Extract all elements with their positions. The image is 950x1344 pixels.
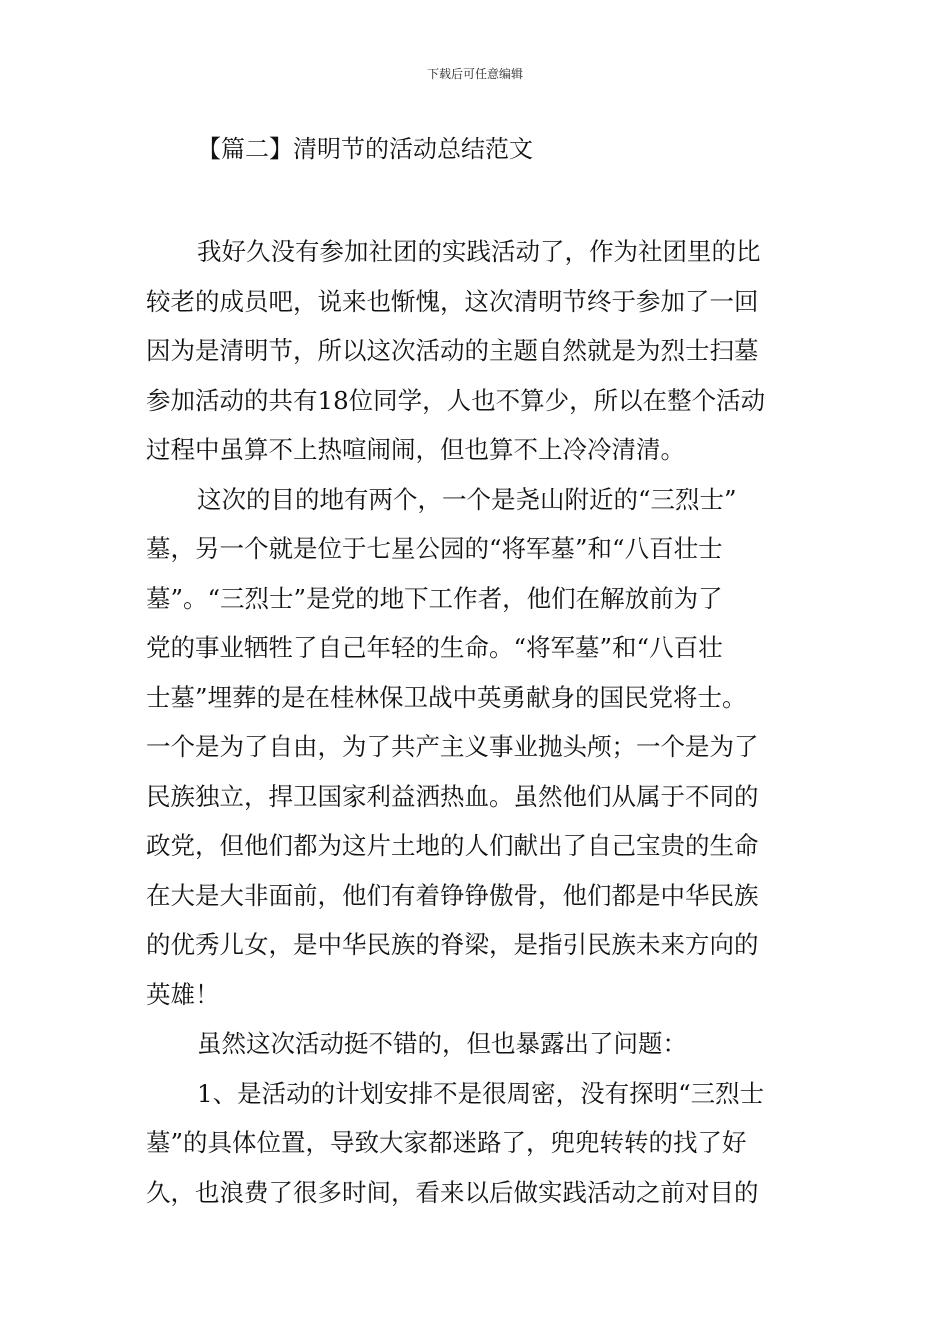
page-header-note: 下载后可任意编辑 [426,67,523,81]
body-line: 虽然这次活动挺不错的，但也暴露出了问题： [197,1029,687,1058]
body-line: 墓，另一个就是位于七星公园的“将军墓”和“八百壮士 [146,534,723,563]
document-body [146,227,810,1217]
body-line: 党的事业牺牲了自己年轻的生命。“将军墓”和“八百壮 [146,633,723,662]
body-line: 1、是活动的计划安排不是很周密，没有探明“三烈士 [197,1078,765,1108]
body-line: 墓”的具体位置，导致大家都迷路了，兜兜转转的找了好 [146,1128,747,1157]
body-line: 墓”。“三烈士”是党的地下工作者，他们在解放前为了 [146,583,723,613]
body-line: 久，也浪费了很多时间，看来以后做实践活动之前对目的 [146,1177,759,1207]
body-line: 过程中虽算不上热喧闹闹，但也算不上冷冷清清。 [146,435,685,464]
body-line: 一个是为了自由，为了共产主义事业抛头颅；一个是为了 [146,732,759,761]
body-line: 参加活动的共有18位同学，人也不算少，所以在整个活动 [146,385,766,415]
body-line: 政党，但他们都为这片土地的人们献出了自己宝贵的生命 [146,831,759,860]
body-line: 较老的成员吧，说来也惭愧，这次清明节终于参加了一回 [146,286,759,316]
document-title: 【篇二】清明节的活动总结范文 [197,135,533,163]
body-line: 英雄！ [146,979,220,1009]
body-line: 我好久没有参加社团的实践活动了，作为社团里的比 [197,237,761,266]
body-line: 的优秀儿女，是中华民族的脊梁，是指引民族未来方向的 [146,930,759,959]
body-line: 在大是大非面前，他们有着铮铮傲骨，他们都是中华民族 [146,880,759,910]
body-line: 这次的目的地有两个，一个是尧山附近的“三烈士” [197,484,737,514]
body-line: 因为是清明节，所以这次活动的主题自然就是为烈士扫墓 [146,336,759,365]
body-line: 民族独立，捍卫国家利益洒热血。虽然他们从属于不同的 [146,781,759,811]
body-line: 士墓”埋葬的是在桂林保卫战中英勇献身的国民党将士。 [146,682,747,712]
